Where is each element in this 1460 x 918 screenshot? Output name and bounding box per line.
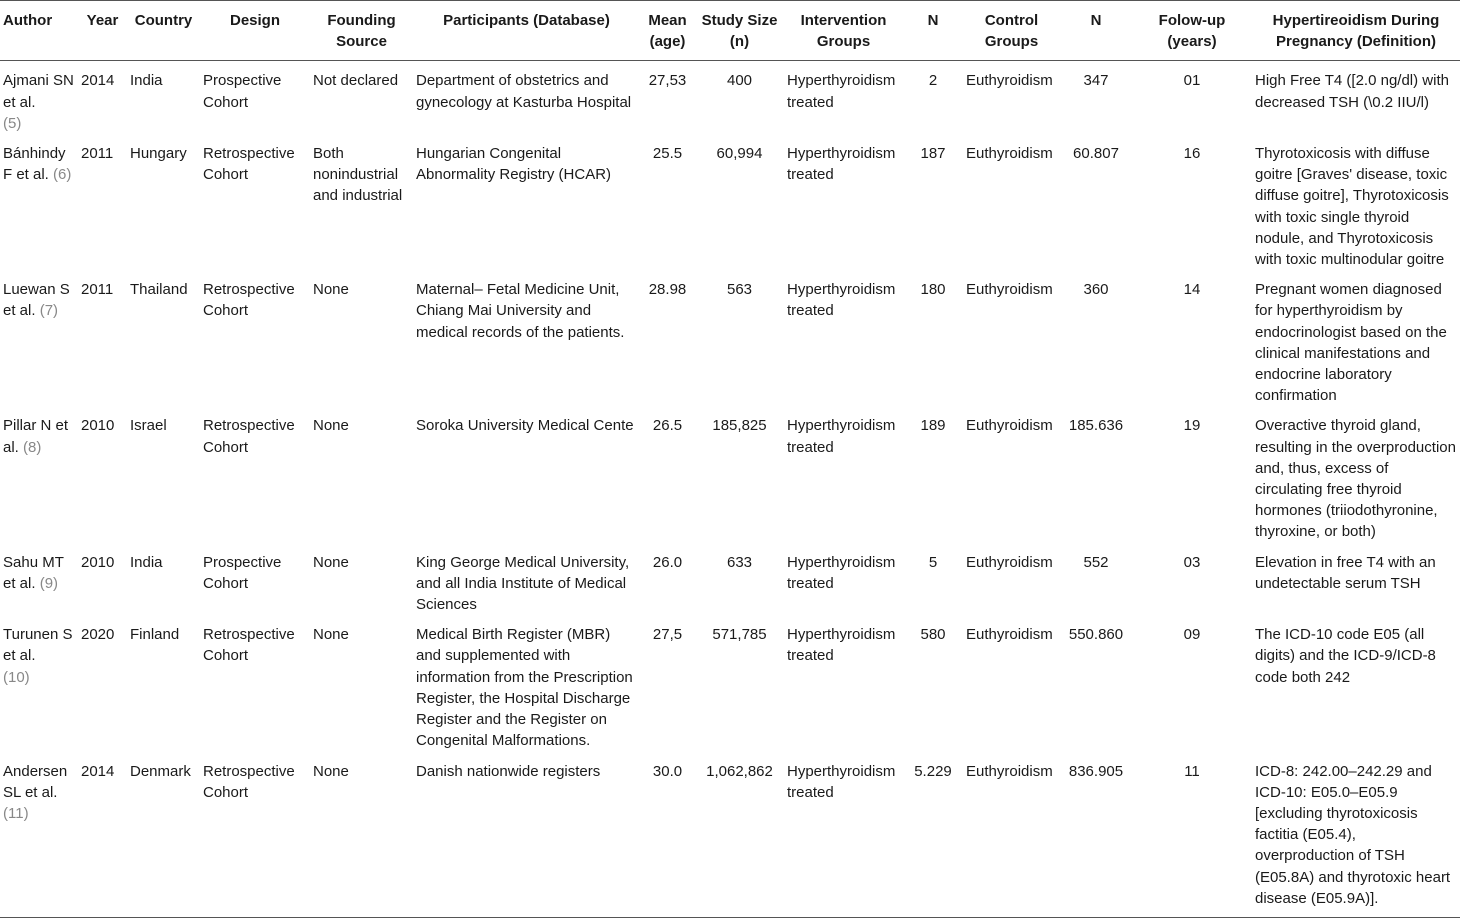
cell-n-control: 552 bbox=[1083, 553, 1109, 571]
cell-design: Retrospective Cohort bbox=[203, 145, 295, 184]
cell-study-size: 400 bbox=[726, 72, 753, 90]
cell-design: Retrospective Cohort bbox=[203, 281, 295, 320]
cell-design: Prospective Cohort bbox=[203, 553, 282, 592]
cell-country: India bbox=[130, 72, 163, 90]
cell-n-intervention: 5 bbox=[928, 553, 938, 571]
cell-design: Retrospective Cohort bbox=[203, 762, 295, 801]
table-row bbox=[0, 61, 1460, 134]
cell-intervention: Hyperthyroidism treated bbox=[787, 281, 896, 320]
cell-definition: Pregnant women diagnosed for hyperthyroidism by endocrinologist based on the clinical manifestations and endocrine laboratory confirmation bbox=[1255, 281, 1447, 405]
author-name: Turunen S et al. bbox=[3, 626, 73, 665]
cell-control: Euthyroidism bbox=[966, 145, 1053, 163]
cell-participants: Maternal– Fetal Medicine Unit, Chiang Mai University and medical records of the patients. bbox=[416, 281, 625, 341]
reference-link[interactable]: (11) bbox=[3, 804, 29, 822]
cell-study-size: 563 bbox=[726, 281, 753, 299]
cell-n-control: 347 bbox=[1083, 72, 1109, 90]
cell-year: 2010 bbox=[81, 553, 115, 571]
cell-intervention: Hyperthyroidism treated bbox=[787, 417, 896, 456]
author-name: Pillar N et al. bbox=[3, 417, 69, 456]
header-row bbox=[0, 1, 1460, 61]
header-follow-up: Folow-up (years) bbox=[1158, 12, 1226, 51]
table-row bbox=[0, 134, 1460, 270]
cell-design: Prospective Cohort bbox=[203, 72, 282, 111]
cell-participants: Department of obstetrics and gynecology at Kasturba Hospital bbox=[416, 72, 632, 111]
cell-mean-age: 28.98 bbox=[648, 281, 687, 299]
cell-follow-up: 11 bbox=[1184, 762, 1200, 780]
cell-follow-up: 09 bbox=[1183, 626, 1201, 644]
cell-definition: The ICD-10 code E05 (all digits) and the ICD-9/ICD-8 code both 242 bbox=[1255, 626, 1436, 686]
author-name: Bánhindy F et al. bbox=[3, 145, 66, 184]
cell-author bbox=[0, 406, 78, 542]
cell-n-intervention: 2 bbox=[928, 72, 938, 90]
cell-author bbox=[0, 752, 78, 918]
cell-country: India bbox=[130, 553, 163, 571]
cell-follow-up: 16 bbox=[1183, 145, 1201, 163]
header-study-size: Study Size (n) bbox=[701, 12, 778, 51]
cell-author bbox=[0, 270, 78, 406]
header-intervention-groups: Intervention Groups bbox=[800, 12, 887, 51]
cell-year: 2014 bbox=[81, 72, 115, 90]
cell-year: 2010 bbox=[81, 417, 115, 435]
header-author: Author bbox=[3, 12, 53, 29]
cell-n-intervention: 180 bbox=[920, 281, 946, 299]
cell-participants: Danish nationwide registers bbox=[416, 762, 601, 780]
cell-country: Israel bbox=[130, 417, 167, 435]
header-definition: Hypertireoidism During Pregnancy (Definition) bbox=[1272, 12, 1440, 51]
cell-mean-age: 25.5 bbox=[652, 145, 683, 163]
header-mean-age: Mean (age) bbox=[648, 12, 687, 51]
cell-founding-source: None bbox=[313, 626, 349, 644]
header-country: Country bbox=[134, 12, 193, 29]
cell-participants: Soroka University Medical Cente bbox=[416, 417, 634, 435]
reference-link[interactable]: (8) bbox=[23, 438, 42, 456]
cell-follow-up: 19 bbox=[1183, 417, 1201, 435]
cell-n-intervention: 580 bbox=[920, 626, 946, 644]
reference-link[interactable]: (10) bbox=[3, 668, 30, 686]
table-row bbox=[0, 752, 1460, 918]
cell-follow-up: 03 bbox=[1183, 553, 1201, 571]
cell-n-intervention: 189 bbox=[920, 417, 946, 435]
reference-link[interactable]: (9) bbox=[39, 574, 59, 592]
header-participants: Participants (Database) bbox=[443, 12, 610, 29]
cell-study-size: 633 bbox=[726, 553, 753, 571]
reference-link[interactable]: (5) bbox=[3, 114, 22, 132]
cell-control: Euthyroidism bbox=[966, 72, 1053, 90]
cell-n-control: 550.860 bbox=[1068, 626, 1124, 644]
cell-n-intervention: 5.229 bbox=[914, 762, 952, 780]
cell-year: 2011 bbox=[81, 145, 114, 163]
cell-author bbox=[0, 615, 78, 751]
cell-n-control: 60.807 bbox=[1073, 145, 1119, 163]
cell-control: Euthyroidism bbox=[966, 762, 1053, 780]
header-year: Year bbox=[86, 12, 119, 29]
cell-founding-source: Both nonindustrial and industrial bbox=[313, 145, 403, 205]
cell-control: Euthyroidism bbox=[966, 626, 1053, 644]
cell-founding-source: None bbox=[313, 281, 349, 299]
author-name: Sahu MT et al. bbox=[3, 553, 64, 592]
cell-control: Euthyroidism bbox=[966, 417, 1053, 435]
table-row bbox=[0, 543, 1460, 616]
reference-link[interactable]: (6) bbox=[53, 166, 72, 184]
cell-mean-age: 27,53 bbox=[648, 72, 687, 90]
cell-definition: High Free T4 ([2.0 ng/dl) with decreased TSH (\0.2 IIU/l) bbox=[1255, 72, 1449, 111]
cell-definition: ICD-8: 242.00–242.29 and ICD-10: E05.0–E05.9 [excluding thyrotoxicosis factitia (E05.4), overproduction of TSH (E05.8A) and thyrotoxic heart disease (E05.9A)]. bbox=[1255, 762, 1451, 907]
cell-intervention: Hyperthyroidism treated bbox=[787, 145, 896, 184]
cell-n-intervention: 187 bbox=[920, 145, 946, 163]
header-founding-source: Founding Source bbox=[327, 12, 396, 51]
cell-intervention: Hyperthyroidism treated bbox=[787, 626, 896, 665]
cell-n-control: 360 bbox=[1083, 281, 1109, 299]
header-n-intervention: N bbox=[927, 12, 939, 29]
cell-participants: Medical Birth Register (MBR) and supplemented with information from the Prescription Register, the Hospital Discharge Register and the Register on Congenital Malformations. bbox=[416, 626, 633, 750]
cell-year: 2011 bbox=[81, 281, 114, 299]
cell-intervention: Hyperthyroidism treated bbox=[787, 762, 896, 801]
author-name: Luewan S et al. bbox=[3, 281, 70, 320]
cell-author bbox=[0, 134, 78, 270]
cell-year: 2020 bbox=[81, 626, 115, 644]
cell-control: Euthyroidism bbox=[966, 553, 1053, 571]
cell-founding-source: None bbox=[313, 417, 349, 435]
cell-study-size: 60,994 bbox=[716, 145, 763, 163]
cell-follow-up: 01 bbox=[1183, 72, 1201, 90]
cell-design: Retrospective Cohort bbox=[203, 626, 295, 665]
cell-country: Thailand bbox=[130, 281, 188, 299]
reference-link[interactable]: (7) bbox=[39, 302, 59, 320]
cell-study-size: 185,825 bbox=[712, 417, 767, 435]
cell-participants: Hungarian Congenital Abnormality Registry (HCAR) bbox=[416, 145, 612, 184]
cell-year: 2014 bbox=[81, 762, 115, 780]
cell-author bbox=[0, 61, 78, 134]
cell-founding-source: None bbox=[313, 762, 349, 780]
cell-definition: Overactive thyroid gland, resulting in the overproduction and, thus, excess of circulating free thyroid hormones (triiodothyronine, thyroxine, or both) bbox=[1255, 417, 1456, 541]
cell-n-control: 185.636 bbox=[1068, 417, 1124, 435]
cell-country: Denmark bbox=[130, 762, 191, 780]
cell-mean-age: 26.5 bbox=[652, 417, 683, 435]
header-design: Design bbox=[229, 12, 280, 29]
cell-study-size: 571,785 bbox=[712, 626, 767, 644]
cell-mean-age: 26.0 bbox=[652, 553, 683, 571]
cell-control: Euthyroidism bbox=[966, 281, 1053, 299]
cell-mean-age: 30.0 bbox=[652, 762, 683, 780]
cell-definition: Thyrotoxicosis with diffuse goitre [Graves' disease, toxic diffuse goitre], Thyrotoxicosis with toxic single thyroid nodule, and Thyrotoxicosis with toxic multinodular goitre bbox=[1255, 145, 1449, 269]
header-control-groups: Control Groups bbox=[984, 12, 1039, 51]
cell-country: Hungary bbox=[130, 145, 187, 163]
cell-follow-up: 14 bbox=[1183, 281, 1201, 299]
cell-mean-age: 27,5 bbox=[652, 626, 683, 644]
header-n-control: N bbox=[1090, 12, 1102, 29]
cell-n-control: 836.905 bbox=[1068, 762, 1124, 780]
cell-author bbox=[0, 543, 78, 616]
table-row bbox=[0, 615, 1460, 751]
author-name: Ajmani SN et al. bbox=[3, 72, 74, 111]
cell-intervention: Hyperthyroidism treated bbox=[787, 553, 896, 592]
cell-founding-source: None bbox=[313, 553, 349, 571]
cell-founding-source: Not declared bbox=[313, 72, 399, 90]
cell-definition: Elevation in free T4 with an undetectable serum TSH bbox=[1255, 553, 1436, 592]
cell-study-size: 1,062,862 bbox=[706, 762, 773, 780]
cell-country: Finland bbox=[130, 626, 180, 644]
table-row bbox=[0, 406, 1460, 542]
cell-design: Retrospective Cohort bbox=[203, 417, 295, 456]
cell-participants: King George Medical University, and all India Institute of Medical Sciences bbox=[416, 553, 630, 614]
author-name: Andersen SL et al. bbox=[3, 762, 68, 801]
cell-intervention: Hyperthyroidism treated bbox=[787, 72, 896, 111]
table-row bbox=[0, 270, 1460, 406]
